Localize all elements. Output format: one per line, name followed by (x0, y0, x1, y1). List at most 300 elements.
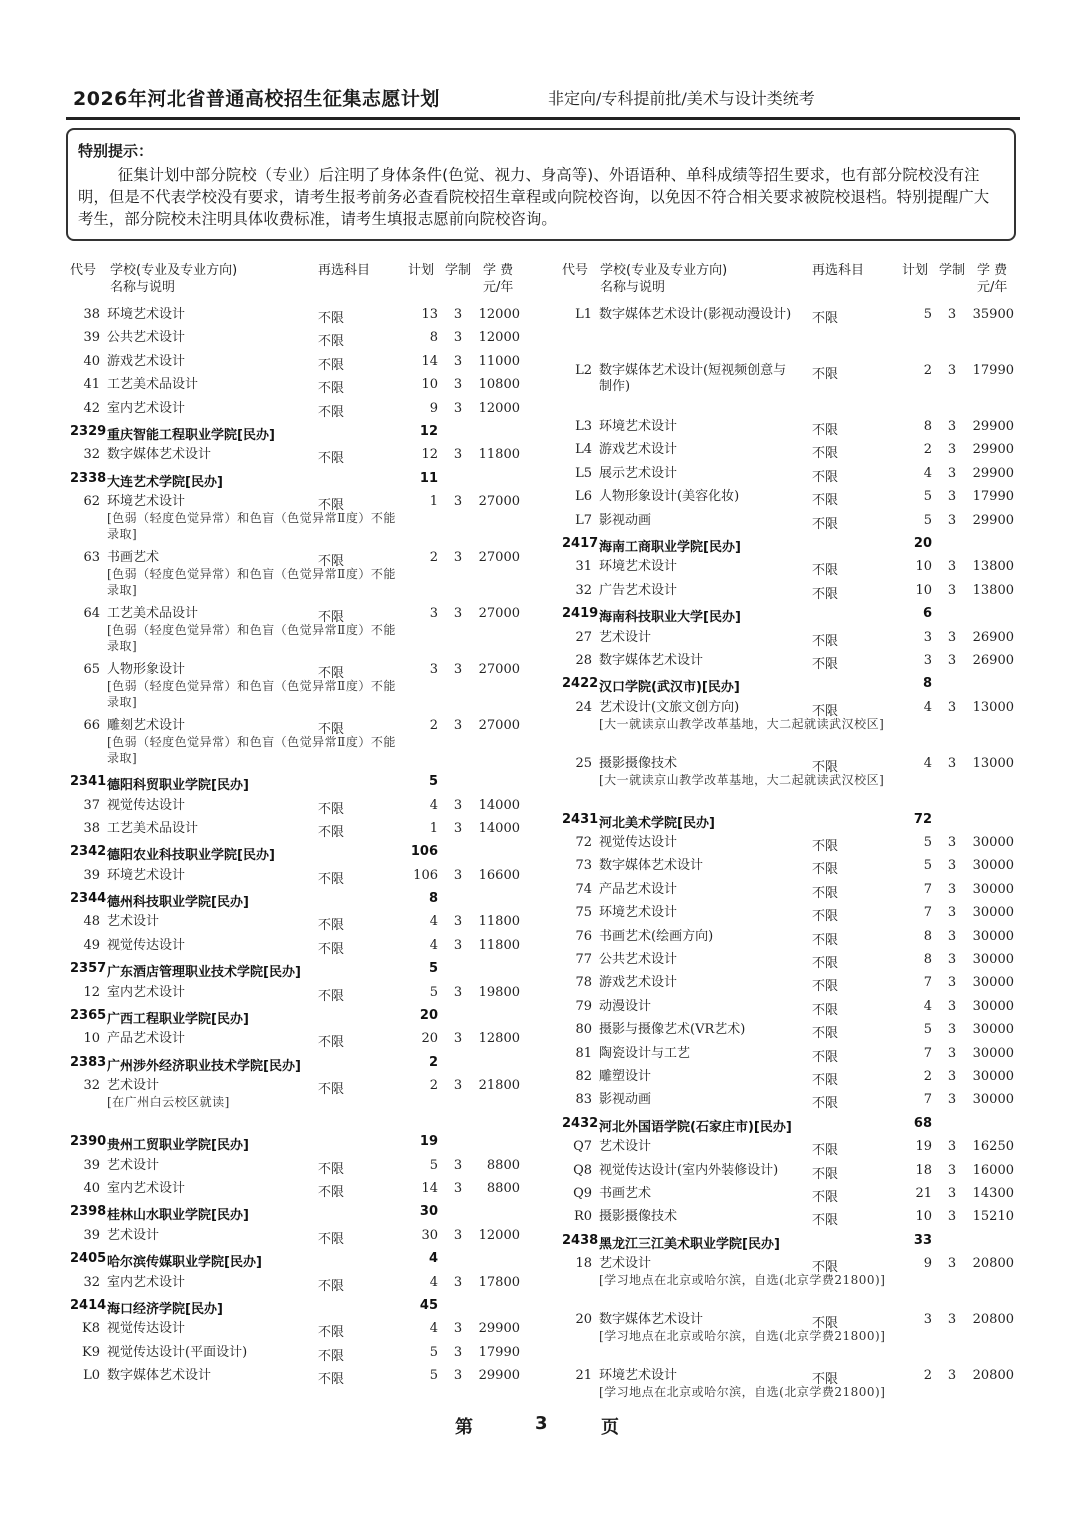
major-plan: 10 (915, 582, 932, 598)
major-name: 视觉传达设计 (107, 937, 186, 953)
major-subject: 不限 (318, 666, 345, 682)
school-name: 河北美术学院[民办] (599, 815, 715, 831)
major-name: 雕刻艺术设计 (107, 718, 186, 734)
major-code: Q9 (573, 1185, 592, 1201)
major-name: 室内艺术设计 (107, 1274, 186, 1290)
school-name: 海口经济学院[民办] (107, 1301, 223, 1317)
major-years: 3 (947, 835, 957, 851)
major-note: [色弱（轻度色觉异常）和色盲（色觉异常Ⅱ度）不能录取] (107, 679, 396, 710)
major-name-cell (599, 1312, 889, 1344)
major-subject: 不限 (812, 862, 839, 878)
school-plan: 8 (428, 891, 438, 907)
major-years: 3 (947, 1139, 957, 1155)
header-fee: 学 费 元/年 (977, 263, 1008, 295)
school-row (562, 1230, 1022, 1253)
major-plan: 7 (923, 975, 932, 991)
major-subject: 不限 (318, 357, 345, 373)
major-name-cell (599, 653, 799, 669)
major-note: [学习地点在北京或哈尔滨，自选(北京学费21800)] (599, 1329, 886, 1344)
major-subject: 不限 (318, 1184, 345, 1200)
major-fee: 19800 (478, 984, 520, 1000)
header-name: 学校(专业及专业方向) 名称与说明 (600, 263, 728, 295)
major-name: 工艺美术品设计 (107, 377, 199, 393)
major-plan: 3 (923, 1312, 932, 1328)
major-name: 艺术设计 (599, 629, 652, 645)
major-fee: 20800 (972, 1312, 1014, 1328)
major-name-cell (599, 1256, 889, 1288)
major-plan: 4 (923, 465, 932, 481)
major-years: 3 (947, 652, 957, 668)
major-name-cell (107, 1345, 312, 1361)
page-number: 3 (535, 1413, 548, 1434)
school-plan: 45 (419, 1297, 438, 1313)
major-plan: 10 (915, 559, 932, 575)
major-name: 摄影与摄像艺术(VR艺术) (599, 1022, 746, 1038)
major-years: 3 (453, 307, 463, 322)
major-row (70, 865, 525, 888)
major-row (562, 486, 1022, 509)
major-row (562, 996, 1022, 1019)
major-name-cell (107, 330, 312, 346)
major-code: 18 (575, 1256, 592, 1272)
major-name-cell (599, 952, 799, 968)
major-subject: 不限 (812, 956, 839, 972)
school-row (562, 603, 1022, 626)
major-years: 3 (453, 1078, 463, 1094)
header-subject: 再选科目 (318, 263, 371, 278)
major-plan: 20 (421, 1031, 438, 1047)
major-row (562, 902, 1022, 925)
major-note: [大一就读京山教学改革基地，大二起就读武汉校区] (599, 772, 885, 787)
school-plan: 4 (428, 1251, 438, 1267)
major-name: 工艺美术品设计 (107, 606, 199, 622)
major-plan: 10 (915, 1209, 932, 1225)
major-plan: 5 (923, 1022, 932, 1038)
major-name-cell (599, 307, 799, 323)
major-row (70, 1225, 525, 1248)
major-name: 数字媒体艺术设计 (599, 858, 704, 874)
major-plan: 7 (923, 1045, 932, 1061)
school-name: 广州涉外经济职业技术学院[民办] (107, 1058, 301, 1074)
major-code: K8 (82, 1321, 100, 1337)
major-fee: 17990 (478, 1344, 520, 1360)
major-plan: 4 (429, 797, 438, 813)
major-fee: 21800 (478, 1078, 520, 1094)
school-row (70, 1248, 525, 1271)
major-row (562, 1183, 1022, 1206)
major-name-cell (107, 447, 312, 463)
major-code: 27 (575, 629, 592, 645)
major-row (70, 1028, 525, 1051)
major-name-cell (107, 1368, 312, 1384)
school-name: 德阳农业科技职业学院[民办] (107, 848, 275, 864)
school-name: 贵州工贸职业学院[民办] (107, 1138, 249, 1154)
major-years: 3 (453, 606, 463, 622)
major-plan: 8 (923, 419, 932, 434)
major-fee: 30000 (972, 858, 1014, 874)
major-code: L6 (575, 489, 592, 505)
major-code: 82 (575, 1068, 592, 1084)
major-plan: 5 (923, 858, 932, 874)
major-subject: 不限 (318, 722, 345, 738)
major-name-cell (599, 975, 799, 991)
school-code: 2342 (70, 844, 107, 860)
major-plan: 19 (915, 1139, 932, 1155)
major-plan: 21 (915, 1185, 932, 1201)
major-row (70, 1365, 525, 1388)
major-code: L0 (83, 1368, 100, 1384)
major-years: 3 (453, 353, 463, 369)
major-subject: 不限 (318, 941, 345, 957)
major-fee: 13000 (972, 755, 1014, 771)
major-subject: 不限 (812, 656, 839, 672)
major-code: L1 (575, 307, 592, 322)
major-name-cell (599, 559, 799, 575)
major-plan: 2 (923, 363, 932, 378)
major-subject: 不限 (812, 1260, 839, 1276)
school-plan: 12 (419, 423, 438, 439)
major-code: 20 (575, 1312, 592, 1328)
major-row (70, 715, 525, 771)
major-years: 3 (453, 867, 463, 883)
major-years: 3 (453, 937, 463, 953)
major-code: 62 (83, 494, 100, 510)
major-code: 39 (83, 330, 100, 346)
major-subject: 不限 (812, 909, 839, 925)
major-name: 艺术设计 (107, 1078, 160, 1094)
major-row (562, 1365, 1022, 1421)
major-fee: 27000 (478, 550, 520, 566)
major-name-cell (599, 630, 799, 646)
major-fee: 30000 (972, 952, 1014, 968)
major-subject: 不限 (318, 918, 345, 934)
major-plan: 30 (421, 1227, 438, 1243)
major-name-cell (599, 1022, 799, 1038)
major-row (70, 795, 525, 818)
major-subject: 不限 (812, 1143, 839, 1159)
major-name-cell (107, 354, 312, 370)
major-years: 3 (947, 1209, 957, 1225)
major-name-cell (107, 985, 312, 1001)
major-row (70, 327, 525, 350)
major-plan: 4 (923, 755, 932, 771)
header-years: 学制 (939, 263, 966, 278)
school-plan: 8 (922, 676, 932, 692)
major-fee: 10800 (478, 377, 520, 393)
major-plan: 7 (923, 905, 932, 921)
major-name-cell (107, 1031, 312, 1047)
major-fee: 14300 (972, 1185, 1014, 1201)
major-fee: 35900 (972, 307, 1014, 322)
major-plan: 14 (421, 1180, 438, 1196)
major-subject: 不限 (812, 367, 839, 382)
major-subject: 不限 (812, 1213, 839, 1229)
major-subject: 不限 (812, 586, 839, 602)
major-name-cell (107, 494, 397, 542)
major-name: 公共艺术设计 (107, 330, 186, 346)
page-header (70, 84, 1020, 114)
major-plan: 5 (923, 307, 932, 322)
major-plan: 14 (421, 353, 438, 369)
major-fee: 29900 (972, 419, 1014, 434)
major-fee: 8800 (486, 1157, 520, 1173)
major-plan: 1 (429, 494, 438, 510)
major-row (70, 444, 525, 467)
major-years: 3 (453, 1227, 463, 1243)
special-notice-box (66, 128, 1016, 241)
major-row (562, 832, 1022, 855)
major-years: 3 (453, 377, 463, 393)
major-plan: 9 (429, 400, 438, 416)
major-subject: 不限 (812, 979, 839, 995)
major-code: 40 (83, 1180, 100, 1196)
major-name-cell (599, 929, 799, 945)
major-name: 产品艺术设计 (107, 1031, 186, 1047)
school-row (70, 1201, 525, 1224)
major-code: L4 (575, 442, 592, 458)
major-years: 3 (947, 1022, 957, 1038)
major-plan: 7 (923, 881, 932, 897)
major-plan: 10 (421, 377, 438, 393)
major-fee: 30000 (972, 975, 1014, 991)
major-name-cell (599, 1163, 799, 1179)
major-fee: 30000 (972, 881, 1014, 897)
header-plan: 计划 (902, 263, 929, 278)
major-fee: 27000 (478, 662, 520, 678)
major-name: 陶瓷设计与工艺 (599, 1045, 691, 1061)
major-name: 人物形象设计(美容化妆) (599, 489, 740, 505)
major-name: 工艺美术品设计 (107, 820, 199, 836)
major-years: 3 (453, 330, 463, 346)
header-years: 学制 (445, 263, 472, 278)
major-plan: 2 (429, 718, 438, 734)
major-name-cell (107, 307, 312, 323)
major-row (70, 603, 525, 659)
major-fee: 11800 (478, 447, 520, 463)
major-code: 83 (575, 1092, 592, 1108)
major-code: 42 (83, 400, 100, 416)
major-subject: 不限 (812, 633, 839, 649)
major-fee: 30000 (972, 1068, 1014, 1084)
header-divider (66, 117, 1020, 120)
major-fee: 17990 (972, 363, 1014, 378)
major-name: 书画艺术 (599, 1185, 652, 1201)
major-code: Q7 (573, 1139, 592, 1155)
major-subject: 不限 (812, 423, 839, 438)
major-code: 32 (83, 1274, 100, 1290)
major-code: 12 (83, 984, 100, 1000)
major-name-cell (599, 363, 799, 395)
major-years: 3 (947, 1256, 957, 1272)
major-code: 74 (575, 881, 592, 897)
major-plan: 106 (413, 867, 438, 883)
major-code: 48 (83, 914, 100, 930)
major-years: 3 (947, 1092, 957, 1108)
major-fee: 17990 (972, 489, 1014, 505)
major-years: 3 (947, 858, 957, 874)
major-years: 3 (947, 582, 957, 598)
major-code: 65 (83, 662, 100, 678)
major-name-cell (107, 1181, 312, 1197)
major-row (562, 949, 1022, 972)
major-row (70, 1318, 525, 1341)
major-years: 3 (453, 797, 463, 813)
school-code: 2432 (562, 1115, 599, 1131)
major-name-cell (599, 489, 799, 505)
major-fee: 16600 (478, 867, 520, 883)
major-row (562, 463, 1022, 486)
major-code: 40 (83, 353, 100, 369)
major-code: 39 (83, 1227, 100, 1243)
major-years: 3 (453, 984, 463, 1000)
header-subject: 再选科目 (812, 263, 865, 278)
major-years: 3 (947, 905, 957, 921)
major-years: 3 (947, 489, 957, 505)
major-years: 3 (947, 928, 957, 944)
major-row (70, 935, 525, 958)
major-years: 3 (453, 1321, 463, 1337)
document-title: 2026年河北省普通高校招生征集志愿计划 (73, 88, 440, 110)
major-code: 32 (83, 447, 100, 463)
major-note: [在广州白云校区就读] (107, 1095, 230, 1110)
major-name: 书画艺术 (107, 550, 160, 566)
major-subject: 不限 (812, 1026, 839, 1042)
major-fee: 16250 (972, 1139, 1014, 1155)
major-name: 视觉传达设计 (107, 1321, 186, 1337)
school-row (70, 421, 525, 444)
major-fee: 20800 (972, 1368, 1014, 1384)
major-name: 环境艺术设计 (107, 307, 186, 322)
school-plan: 68 (913, 1115, 932, 1131)
major-subject: 不限 (318, 498, 345, 514)
major-row (562, 439, 1022, 462)
major-years: 3 (947, 1068, 957, 1084)
major-subject: 不限 (812, 516, 839, 532)
major-row (562, 510, 1022, 533)
major-name-cell (599, 1046, 799, 1062)
major-subject: 不限 (812, 1372, 839, 1388)
major-row (70, 1272, 525, 1295)
school-row (70, 841, 525, 864)
major-years: 3 (947, 1185, 957, 1201)
school-code: 2438 (562, 1232, 599, 1248)
major-years: 3 (453, 662, 463, 678)
major-fee: 15210 (972, 1209, 1014, 1225)
major-years: 3 (947, 465, 957, 481)
major-subject: 不限 (812, 446, 839, 462)
major-row (562, 1066, 1022, 1089)
major-row (562, 1043, 1022, 1066)
major-row (562, 1136, 1022, 1159)
major-name-cell (107, 914, 312, 930)
major-row (70, 491, 525, 547)
major-years: 3 (947, 1368, 957, 1384)
major-subject: 不限 (318, 381, 345, 397)
major-name: 艺术设计 (107, 1227, 160, 1243)
major-name: 环境艺术设计 (599, 1368, 678, 1384)
major-name: 书画艺术(绘画方向) (599, 928, 714, 944)
major-note: [学习地点在北京或哈尔滨，自选(北京学费21800)] (599, 1273, 886, 1288)
major-note: [色弱（轻度色觉异常）和色盲（色觉异常Ⅱ度）不能录取] (107, 735, 396, 766)
major-name: 视觉传达设计 (107, 797, 186, 813)
major-years: 3 (453, 1274, 463, 1290)
school-code: 2341 (70, 774, 107, 790)
major-fee: 30000 (972, 1022, 1014, 1038)
major-code: 41 (83, 377, 100, 393)
major-code: 76 (575, 928, 592, 944)
major-subject: 不限 (318, 1325, 345, 1341)
school-plan: 20 (913, 535, 932, 551)
major-years: 3 (453, 820, 463, 836)
major-name-cell (599, 756, 889, 788)
notice-title: 特别提示： (78, 142, 154, 160)
major-subject: 不限 (318, 1348, 345, 1364)
major-name-cell (599, 466, 799, 482)
school-name: 海南工商职业学院[民办] (599, 539, 741, 555)
major-name: 艺术设计 (107, 1157, 160, 1173)
major-name: 展示艺术设计 (599, 465, 678, 481)
major-fee: 27000 (478, 718, 520, 734)
major-name-cell (599, 999, 799, 1015)
major-fee: 30000 (972, 1045, 1014, 1061)
major-code: 24 (575, 699, 592, 715)
major-name-cell (599, 1368, 889, 1400)
major-code: 79 (575, 998, 592, 1014)
header-name: 学校(专业及专业方向) 名称与说明 (110, 263, 238, 295)
major-years: 3 (453, 494, 463, 510)
school-row (70, 1052, 525, 1075)
major-name: 视觉传达设计(室内外装修设计) (599, 1162, 779, 1178)
school-plan: 2 (428, 1054, 438, 1070)
school-row (70, 1295, 525, 1318)
major-fee: 17800 (478, 1274, 520, 1290)
major-subject: 不限 (318, 404, 345, 420)
major-plan: 13 (421, 307, 438, 322)
major-code: 37 (83, 797, 100, 813)
major-subject: 不限 (812, 1096, 839, 1112)
major-fee: 12800 (478, 1031, 520, 1047)
major-name-cell (107, 401, 312, 417)
major-name-cell (107, 868, 312, 884)
major-plan: 5 (429, 1368, 438, 1384)
major-subject: 不限 (812, 759, 839, 775)
major-row (562, 753, 1022, 809)
footer-suffix: 页 (601, 1417, 619, 1438)
major-name-cell (599, 419, 799, 435)
school-name: 河北外国语学院(石家庄市)[民办] (599, 1119, 792, 1135)
school-name: 海南科技职业大学[民办] (599, 610, 741, 626)
major-subject: 不限 (318, 554, 345, 570)
major-fee: 29900 (972, 465, 1014, 481)
school-code: 2344 (70, 891, 107, 907)
major-row (562, 627, 1022, 650)
major-row (562, 360, 1022, 416)
school-code: 2422 (562, 676, 599, 692)
major-plan: 2 (923, 1068, 932, 1084)
major-plan: 8 (429, 330, 438, 346)
school-code: 2338 (70, 470, 107, 486)
major-row (562, 697, 1022, 753)
major-years: 3 (947, 442, 957, 458)
major-subject: 不限 (318, 1278, 345, 1294)
school-row (70, 1131, 525, 1154)
major-fee: 27000 (478, 606, 520, 622)
major-code: 10 (83, 1031, 100, 1047)
major-years: 3 (947, 559, 957, 575)
major-name-cell (107, 938, 312, 954)
major-fee: 30000 (972, 1092, 1014, 1108)
major-plan: 12 (421, 447, 438, 463)
